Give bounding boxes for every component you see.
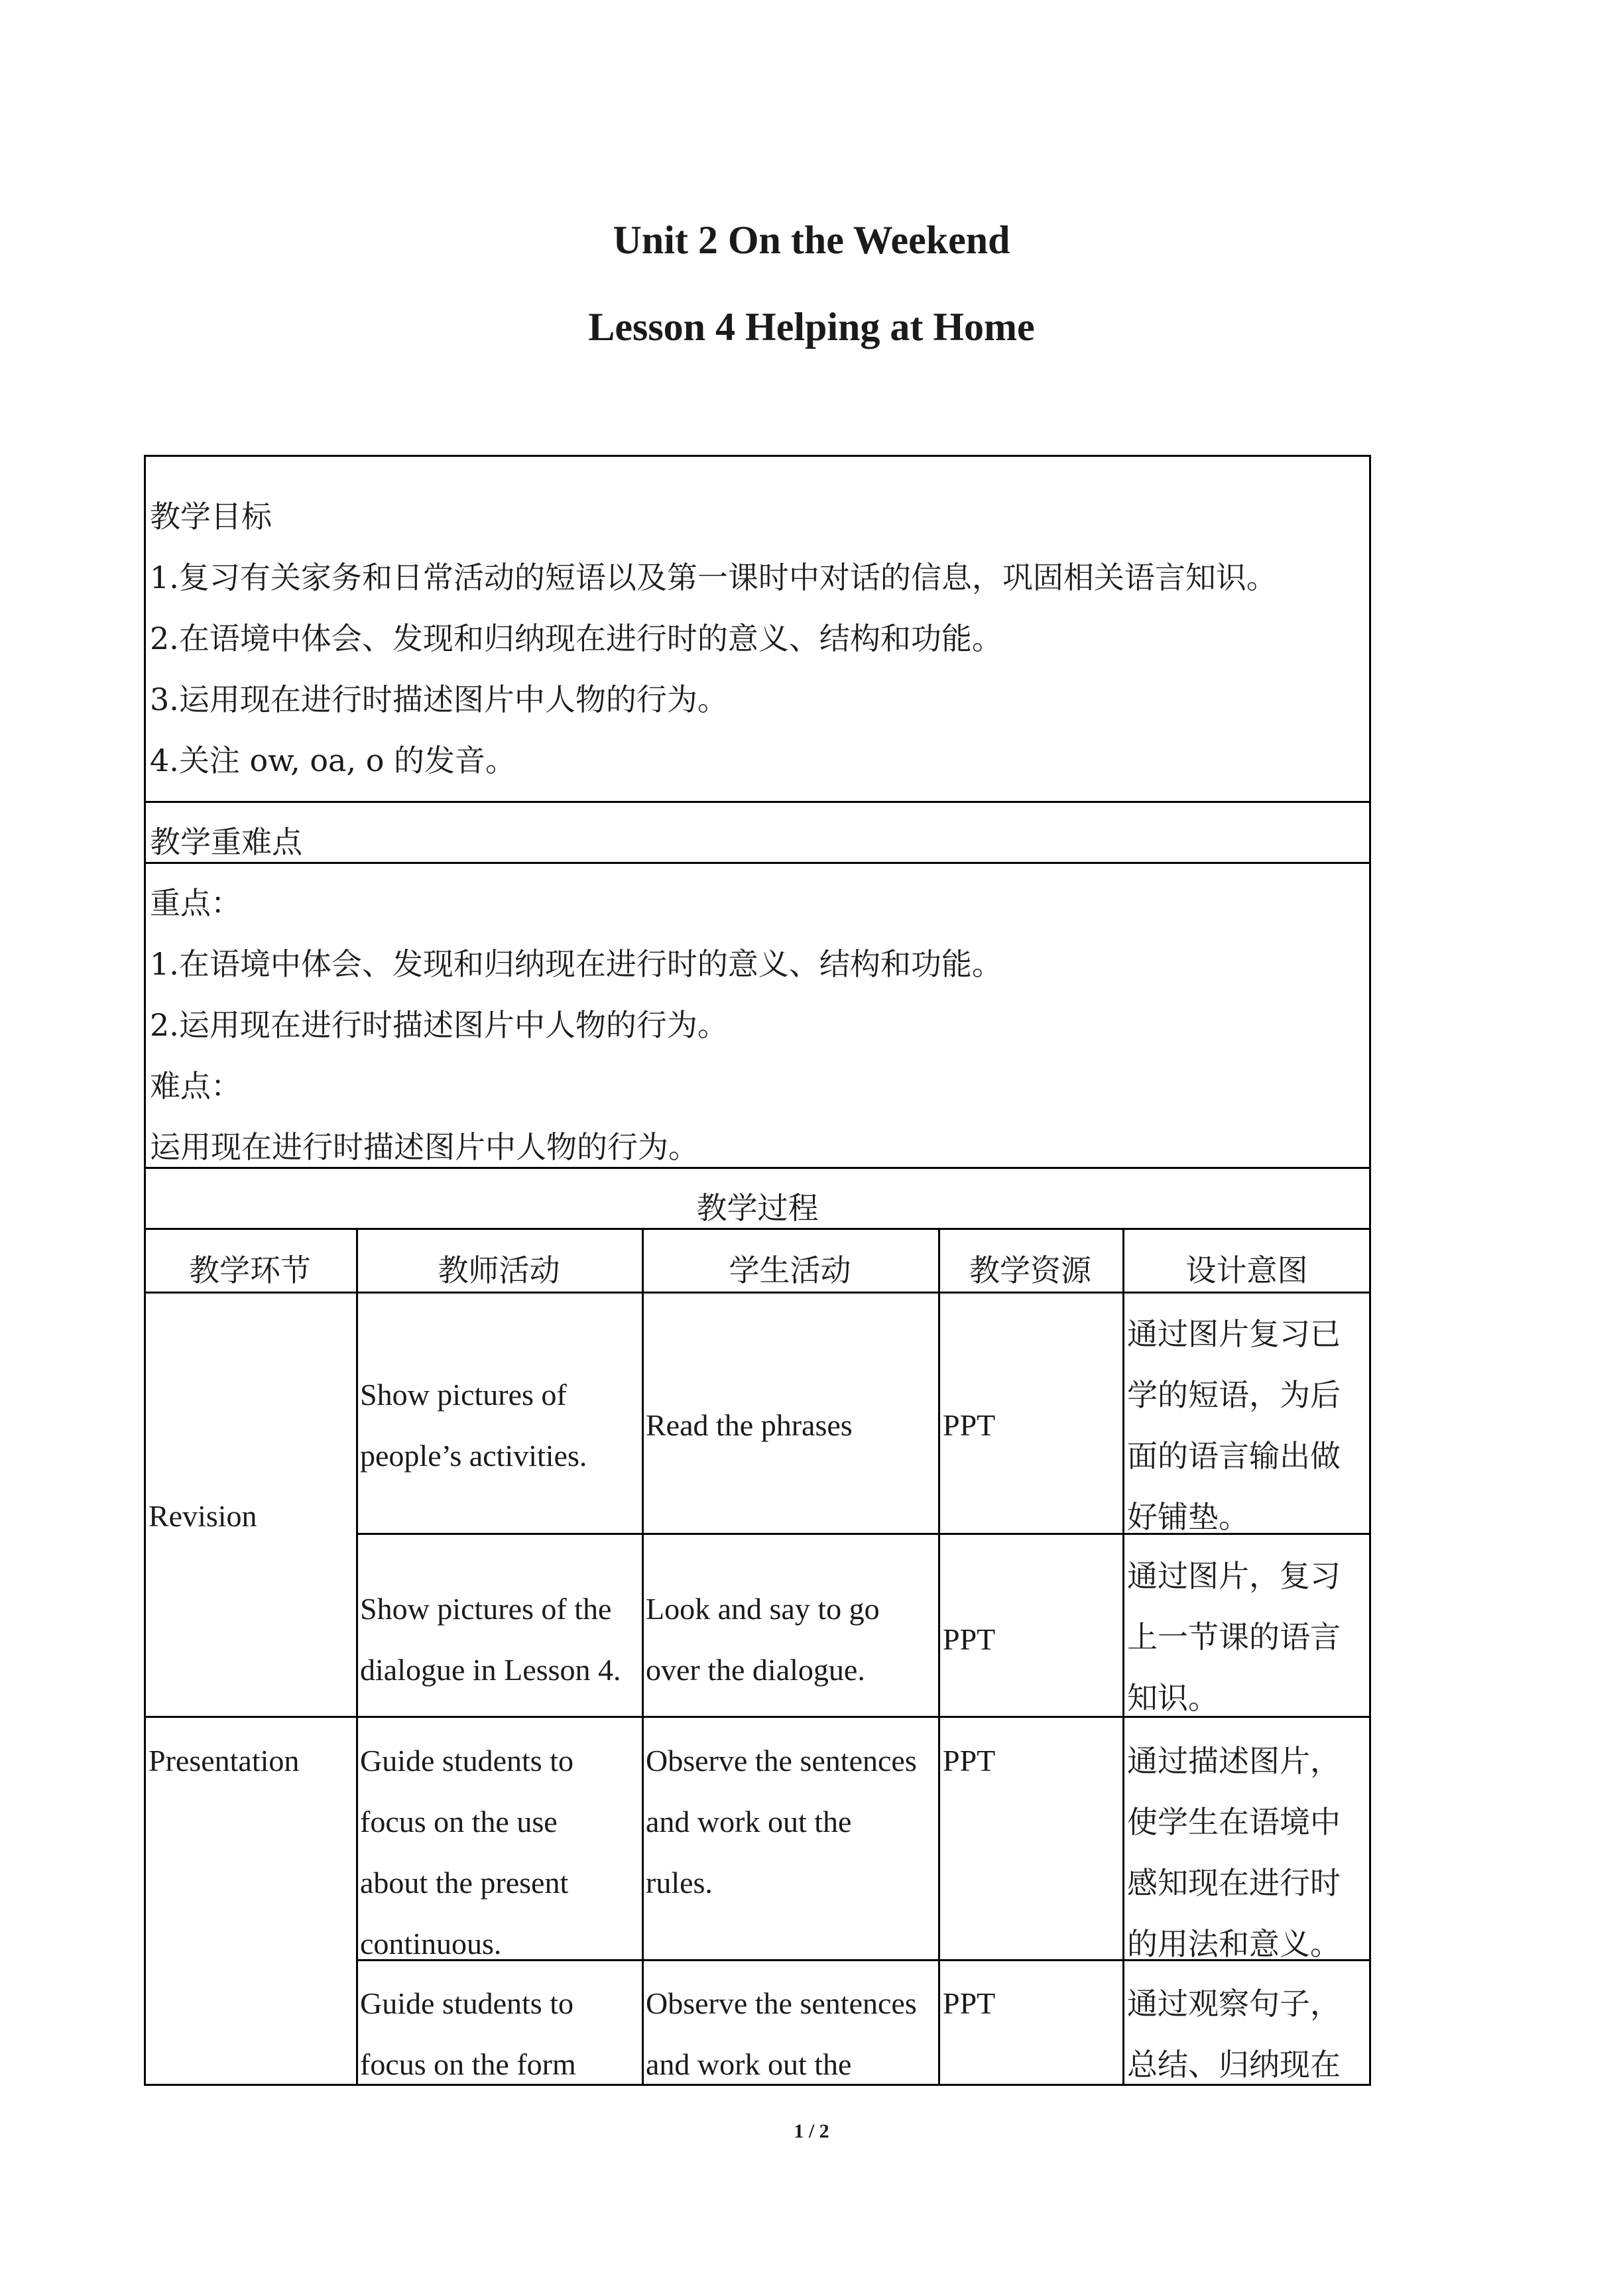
- student-activity: over the dialogue.: [646, 1653, 865, 1687]
- design-intent: 通过观察句子，: [1127, 1986, 1341, 2022]
- document-subtitle: Lesson 4 Helping at Home: [588, 305, 1035, 349]
- resource: PPT: [943, 1986, 996, 2020]
- student-activity: and work out the: [646, 1805, 852, 1839]
- key-label: 重点：: [150, 885, 241, 921]
- design-intent: 通过图片，复习: [1127, 1558, 1341, 1594]
- stage-name: Presentation: [149, 1744, 300, 1778]
- design-intent: 通过描述图片，: [1127, 1743, 1341, 1779]
- design-intent: 的用法和意义。: [1127, 1926, 1341, 1962]
- key-item: 1.在语境中体会、发现和归纳现在进行时的意义、结构和功能。: [150, 946, 1002, 982]
- table-rule: [144, 1716, 1371, 1718]
- teacher-activity: focus on the use: [360, 1805, 558, 1839]
- column-rule: [642, 1228, 644, 2086]
- design-intent: 使学生在语境中: [1127, 1804, 1341, 1840]
- teacher-activity: Show pictures of: [360, 1378, 567, 1412]
- table-rule: [144, 1167, 1371, 1169]
- design-intent: 总结、归纳现在: [1127, 2047, 1341, 2083]
- student-activity: rules.: [646, 1866, 713, 1900]
- teacher-activity: people’s activities.: [360, 1439, 587, 1473]
- teacher-activity: Show pictures of the: [360, 1592, 612, 1626]
- table-rule: [144, 801, 1371, 803]
- column-header: 教学环节: [189, 1252, 311, 1288]
- student-activity: and work out the: [646, 2047, 852, 2081]
- table-rule: [144, 862, 1371, 864]
- student-activity: Read the phrases: [646, 1408, 853, 1442]
- student-activity: Observe the sentences: [646, 1986, 917, 2020]
- objective-item: 1.复习有关家务和日常活动的短语以及第一课时中对话的信息，巩固相关语言知识。: [150, 560, 1277, 595]
- design-intent: 学的短语，为后: [1127, 1377, 1341, 1413]
- student-activity: Observe the sentences: [646, 1744, 917, 1778]
- column-rule: [938, 1228, 940, 2086]
- difficult-label: 难点：: [150, 1068, 241, 1104]
- design-intent: 好铺垫。: [1127, 1499, 1249, 1535]
- column-rule: [356, 1228, 358, 2086]
- resource: PPT: [943, 1744, 996, 1778]
- design-intent: 通过图片复习已: [1127, 1316, 1341, 1352]
- column-rule: [1122, 1228, 1124, 2086]
- teacher-activity: about the present: [360, 1866, 569, 1900]
- design-intent: 面的语言输出做: [1127, 1438, 1341, 1474]
- column-header: 学生活动: [729, 1252, 851, 1288]
- column-header: 教师活动: [438, 1252, 560, 1288]
- resource: PPT: [943, 1408, 996, 1442]
- objective-item: 4.关注 ow, oa, o 的发音。: [150, 743, 516, 778]
- design-intent: 感知现在进行时: [1127, 1865, 1341, 1901]
- column-header: 教学资源: [969, 1252, 1091, 1288]
- objective-item: 3.运用现在进行时描述图片中人物的行为。: [150, 682, 728, 717]
- teacher-activity: continuous.: [360, 1927, 502, 1961]
- design-intent: 上一节课的语言: [1127, 1619, 1341, 1655]
- student-activity: Look and say to go: [646, 1592, 880, 1626]
- teacher-activity: focus on the form: [360, 2047, 576, 2081]
- teacher-activity: Guide students to: [360, 1986, 573, 2020]
- teacher-activity: Guide students to: [360, 1744, 573, 1778]
- stage-name: Revision: [149, 1499, 257, 1533]
- page-number: 1 / 2: [794, 2120, 829, 2142]
- table-rule: [144, 1292, 1371, 1294]
- objective-item: 2.在语境中体会、发现和归纳现在进行时的意义、结构和功能。: [150, 621, 1002, 656]
- process-heading: 教学过程: [696, 1190, 819, 1226]
- resource: PPT: [943, 1622, 996, 1656]
- key-points-heading: 教学重难点: [150, 824, 302, 860]
- table-rule: [144, 1228, 1371, 1230]
- column-header: 设计意图: [1185, 1252, 1308, 1288]
- teacher-activity: dialogue in Lesson 4.: [360, 1653, 621, 1687]
- objectives-heading: 教学目标: [150, 499, 272, 534]
- key-item: 2.运用现在进行时描述图片中人物的行为。: [150, 1007, 728, 1043]
- difficult-item: 运用现在进行时描述图片中人物的行为。: [150, 1129, 699, 1165]
- design-intent: 知识。: [1127, 1680, 1219, 1716]
- document-title: Unit 2 On the Weekend: [613, 218, 1010, 262]
